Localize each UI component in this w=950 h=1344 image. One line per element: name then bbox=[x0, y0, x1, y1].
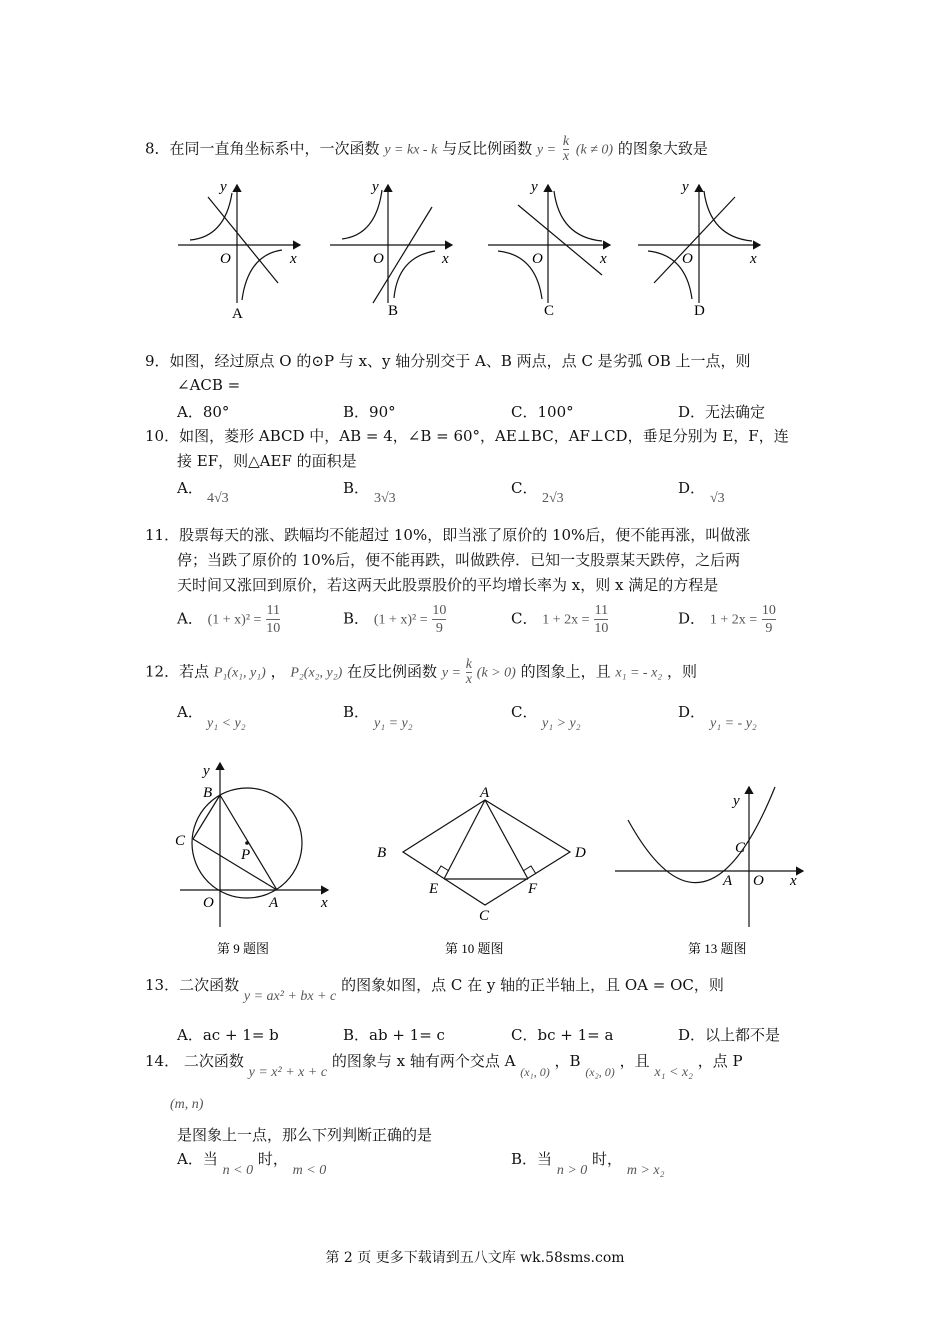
q11-option-d bbox=[678, 602, 776, 637]
q14-d: ，且 bbox=[619, 1052, 650, 1070]
fig10-caption: 第 10 题图 bbox=[445, 941, 504, 956]
q14-a: 14． 二次函数 bbox=[145, 1052, 244, 1070]
q8-recip-a: y = bbox=[536, 142, 557, 158]
graph-b-y: y bbox=[372, 179, 379, 195]
q14-option-b bbox=[511, 1148, 665, 1178]
q12-frac-den: x bbox=[465, 672, 473, 687]
q13-line bbox=[145, 974, 724, 1004]
fig9-p: P bbox=[241, 847, 251, 863]
fig13-x: x bbox=[790, 873, 797, 889]
fig10-b: B bbox=[377, 845, 387, 861]
q8-mid: 与反比例函数 bbox=[442, 139, 533, 158]
q11-option-d-frac bbox=[762, 602, 776, 637]
q12-frac bbox=[466, 658, 472, 687]
q11-option-c-label: C． bbox=[511, 609, 538, 628]
q8-text: 8．在同一直角坐标系中，一次函数 bbox=[145, 139, 380, 158]
fig9-y: y bbox=[203, 763, 210, 779]
q11-option-b-label: B． bbox=[343, 609, 370, 628]
fig9-c: C bbox=[175, 833, 186, 849]
fig10-e: E bbox=[429, 881, 439, 897]
q12-option-a-label: A． bbox=[177, 703, 203, 721]
q8-graphs bbox=[170, 175, 790, 325]
q14-option-a-cond: n < 0 bbox=[222, 1163, 254, 1178]
fig10-c: C bbox=[479, 908, 490, 924]
q11-option-b-num: 10 bbox=[432, 603, 447, 618]
q12-option-c-label: C． bbox=[511, 703, 538, 721]
q11-option-b-den: 9 bbox=[435, 621, 443, 636]
figure-13 bbox=[615, 787, 803, 956]
q10-option-b-value: 3√3 bbox=[374, 491, 396, 506]
fig9-caption: 第 9 题图 bbox=[217, 941, 270, 956]
q11-option-c bbox=[511, 602, 608, 637]
graph-c-y: y bbox=[531, 179, 538, 195]
q10-option-c-label: C． bbox=[511, 479, 538, 497]
q11-option-c-den: 10 bbox=[594, 621, 609, 636]
q12-a: 12．若点 bbox=[145, 662, 210, 681]
q10-option-a-value: 4√3 bbox=[207, 491, 229, 506]
graph-c-label: C bbox=[544, 303, 555, 319]
q10-option-d-label: D． bbox=[678, 479, 706, 497]
q14-option-b-res: m > x₂ bbox=[626, 1163, 665, 1178]
q12-p1: P₁(x₁, y₁) bbox=[213, 665, 266, 681]
q11-option-a-frac bbox=[266, 602, 280, 637]
q11-line2: 停；当跌了原价的 10%后，便不能再跌，叫做跌停．已知一支股票某天跌停，之后两 bbox=[177, 551, 741, 569]
fig13-y: y bbox=[733, 793, 740, 809]
q14-option-a-res: m < 0 bbox=[292, 1163, 327, 1178]
q11-line1: 11．股票每天的涨、跌幅均不能超过 10%，即当涨了原价的 10%后，便不能再涨，叫做涨 bbox=[145, 526, 751, 544]
q8-frac-den: x bbox=[562, 149, 570, 164]
q8-frac-num: k bbox=[562, 134, 570, 149]
q12-line bbox=[145, 658, 697, 687]
fig13-caption: 第 13 题图 bbox=[688, 941, 747, 956]
q13-a: 13．二次函数 bbox=[145, 976, 240, 994]
graph-a bbox=[178, 179, 300, 322]
q8-line bbox=[145, 135, 708, 164]
q11-option-a-num: 11 bbox=[266, 603, 280, 618]
q10-line2: 接 EF，则△AEF 的面积是 bbox=[177, 452, 357, 470]
fig9-b: B bbox=[203, 785, 213, 801]
graph-c-x: x bbox=[600, 251, 607, 267]
q14-option-b-label: B．当 bbox=[511, 1150, 553, 1168]
q14-line3: 是图象上一点，那么下列判断正确的是 bbox=[177, 1126, 433, 1144]
q14-func: y = x² + x + c bbox=[248, 1065, 328, 1080]
q12-option-b-value: y₁ = y₂ bbox=[374, 716, 413, 731]
q10-option-b-label: B． bbox=[343, 479, 370, 497]
q14-option-b-cond: n > 0 bbox=[556, 1163, 588, 1178]
q11-option-a-label: A． bbox=[177, 609, 203, 628]
q12-cond: x₁ = - x₂ bbox=[615, 665, 663, 681]
graph-d bbox=[638, 179, 760, 319]
q11-option-d-den: 9 bbox=[765, 621, 773, 636]
q12-option-b-label: B． bbox=[343, 703, 370, 721]
q13-func: y = ax² + bx + c bbox=[243, 989, 337, 1004]
graph-b bbox=[330, 179, 452, 319]
q14-option-b-mid: 时， bbox=[592, 1150, 623, 1168]
q12-d: ，则 bbox=[666, 662, 697, 681]
q12-option-d-value: y₁ = - y₂ bbox=[710, 716, 757, 731]
fig9-a: A bbox=[269, 895, 279, 911]
q10-option-a-label: A． bbox=[177, 479, 203, 497]
figures-row bbox=[165, 755, 815, 965]
graph-a-y: y bbox=[220, 179, 227, 195]
q12-option-d-label: D． bbox=[678, 703, 706, 721]
graph-b-label: B bbox=[388, 303, 399, 319]
graph-d-o: O bbox=[682, 251, 693, 267]
q8-recip-b: (k ≠ 0) bbox=[575, 142, 614, 158]
q12-fa: y = bbox=[441, 665, 462, 681]
q11-option-d-label: D． bbox=[678, 609, 706, 628]
q11-line3: 天时间又涨回到原价，若这两天此股票股价的平均增长率为 x，则 x 满足的方程是 bbox=[177, 576, 719, 594]
q14-option-a-mid: 时， bbox=[257, 1150, 288, 1168]
q13-option-c: C．bc + 1= a bbox=[511, 1026, 614, 1044]
q11-option-c-num: 11 bbox=[594, 603, 609, 618]
fig10-f: F bbox=[528, 881, 538, 897]
q10-line1: 10．如图，菱形 ABCD 中，AB = 4，∠B = 60°，AE⊥BC，AF⊥CD，垂足分别为 E，F，连 bbox=[145, 427, 789, 445]
q11-option-b-lhs: (1 + x)² = bbox=[373, 612, 428, 628]
q14-line1 bbox=[145, 1050, 743, 1080]
q9-line2: ∠ACB = bbox=[177, 376, 241, 394]
q8-end: 的图象大致是 bbox=[617, 139, 708, 158]
figure-10 bbox=[377, 785, 586, 956]
fig13-o: O bbox=[753, 873, 764, 889]
q14-c: ，B bbox=[554, 1052, 581, 1070]
q13-option-b: B．ab + 1= c bbox=[343, 1026, 445, 1044]
fig9-x: x bbox=[321, 895, 328, 911]
q11-option-d-lhs: 1 + 2x = bbox=[709, 612, 758, 628]
q12-fb: (k > 0) bbox=[476, 665, 516, 681]
q9-option-b: B．90° bbox=[343, 403, 396, 421]
page-footer: 第 2 页 更多下载请到五八文库 wk.58sms.com bbox=[325, 1250, 625, 1266]
graph-d-label: D bbox=[694, 303, 705, 319]
q11-option-c-lhs: 1 + 2x = bbox=[542, 612, 590, 628]
graph-b-o: O bbox=[373, 251, 384, 267]
q11-option-a-lhs: (1 + x)² = bbox=[207, 612, 262, 628]
q12-frac-num: k bbox=[465, 657, 473, 672]
q13-b: 的图象如图，点 C 在 y 轴的正半轴上，且 OA = OC，则 bbox=[341, 976, 724, 994]
q12-option-a-value: y₁ < y₂ bbox=[207, 716, 246, 731]
q8-fraction bbox=[563, 135, 569, 164]
q12-b: 在反比例函数 bbox=[347, 662, 438, 681]
q12-c: 的图象上，且 bbox=[520, 662, 611, 681]
q14-pb: (x₂, 0) bbox=[585, 1065, 615, 1079]
q9-option-a: A．80° bbox=[177, 403, 230, 421]
q11-option-d-num: 10 bbox=[761, 603, 776, 618]
q11-option-a-den: 10 bbox=[266, 621, 281, 636]
q9-option-c: C．100° bbox=[511, 403, 574, 421]
graph-a-x: x bbox=[290, 251, 297, 267]
q11-option-b-frac bbox=[432, 602, 446, 637]
fig10-a: A bbox=[480, 785, 490, 801]
q12-p2: P₂(x₂, y₂) bbox=[290, 665, 343, 681]
q14-point-p: (m, n) bbox=[170, 1097, 204, 1112]
graph-b-x: x bbox=[442, 251, 449, 267]
q12-sep: ， bbox=[270, 662, 286, 681]
q12-option-c-value: y₁ > y₂ bbox=[542, 716, 581, 731]
q8-linear-func: y = kx - k bbox=[384, 142, 438, 158]
q14-pa: (x₁, 0) bbox=[520, 1065, 550, 1079]
q14-e: ，点 P bbox=[697, 1052, 743, 1070]
q14-cond: x₁ < x₂ bbox=[654, 1065, 693, 1080]
graph-a-label: A bbox=[232, 306, 243, 322]
graph-a-o: O bbox=[220, 251, 231, 267]
q13-option-d: D．以上都不是 bbox=[678, 1026, 781, 1044]
q10-option-c-value: 2√3 bbox=[542, 491, 564, 506]
q14-option-a-label: A．当 bbox=[177, 1150, 218, 1168]
graph-c-o: O bbox=[532, 251, 543, 267]
q11-option-a bbox=[177, 602, 280, 637]
fig9-o: O bbox=[203, 895, 214, 911]
q10-option-d-value: √3 bbox=[710, 491, 725, 506]
fig10-d: D bbox=[575, 845, 586, 861]
q9-option-d: D．无法确定 bbox=[678, 403, 766, 421]
graph-d-x: x bbox=[750, 251, 757, 267]
q14-option-a bbox=[177, 1148, 327, 1178]
fig13-a: A bbox=[723, 873, 733, 889]
graph-c bbox=[488, 179, 610, 319]
q9-line1: 9．如图，经过原点 O 的⊙P 与 x、y 轴分别交于 A、B 两点，点 C 是劣弧 OB 上一点，则 bbox=[145, 352, 751, 370]
q13-option-a: A．ac + 1= b bbox=[177, 1026, 279, 1044]
q14-b: 的图象与 x 轴有两个交点 A bbox=[331, 1052, 516, 1070]
q11-option-b bbox=[343, 602, 446, 637]
fig13-c: C bbox=[735, 840, 746, 856]
figure-9 bbox=[175, 763, 328, 956]
graph-d-y: y bbox=[682, 179, 689, 195]
q11-option-c-frac bbox=[594, 602, 608, 637]
